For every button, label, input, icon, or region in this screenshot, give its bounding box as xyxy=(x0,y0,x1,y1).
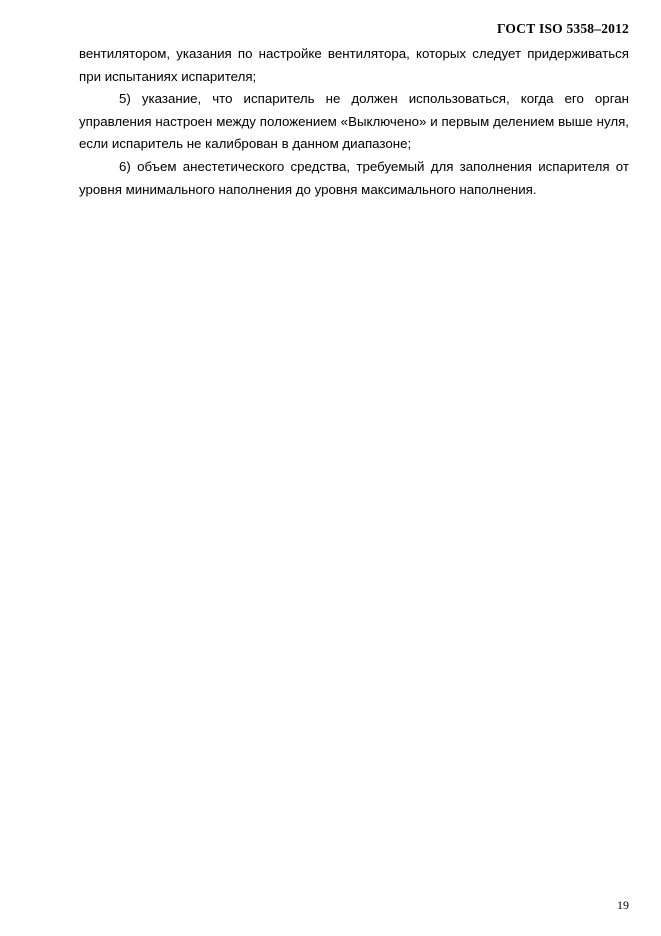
text-line: управления настроен между положением «Выключено» и первым делением выше нуля, xyxy=(79,113,629,129)
text-line: уровня минимального наполнения до уровня максимального наполнения. xyxy=(79,181,537,197)
text-line: вентилятором, указания по настройке вентилятора, которых следует придерживаться xyxy=(79,46,629,61)
text-line: при испытаниях испарителя; xyxy=(79,68,257,84)
list-item-5-start: 5) указание, что испаритель не должен использоваться, когда его орган xyxy=(119,91,629,107)
body-text xyxy=(79,43,629,201)
page-number: 19 xyxy=(617,898,629,912)
document-designation: ГОСТ ISO 5358–2012 xyxy=(496,21,629,36)
text-line: если испаритель не калиброван в данном диапазоне; xyxy=(79,136,412,152)
list-item-6-start: 6) объем анестетического средства, требуемый для заполнения испарителя от xyxy=(119,158,629,174)
